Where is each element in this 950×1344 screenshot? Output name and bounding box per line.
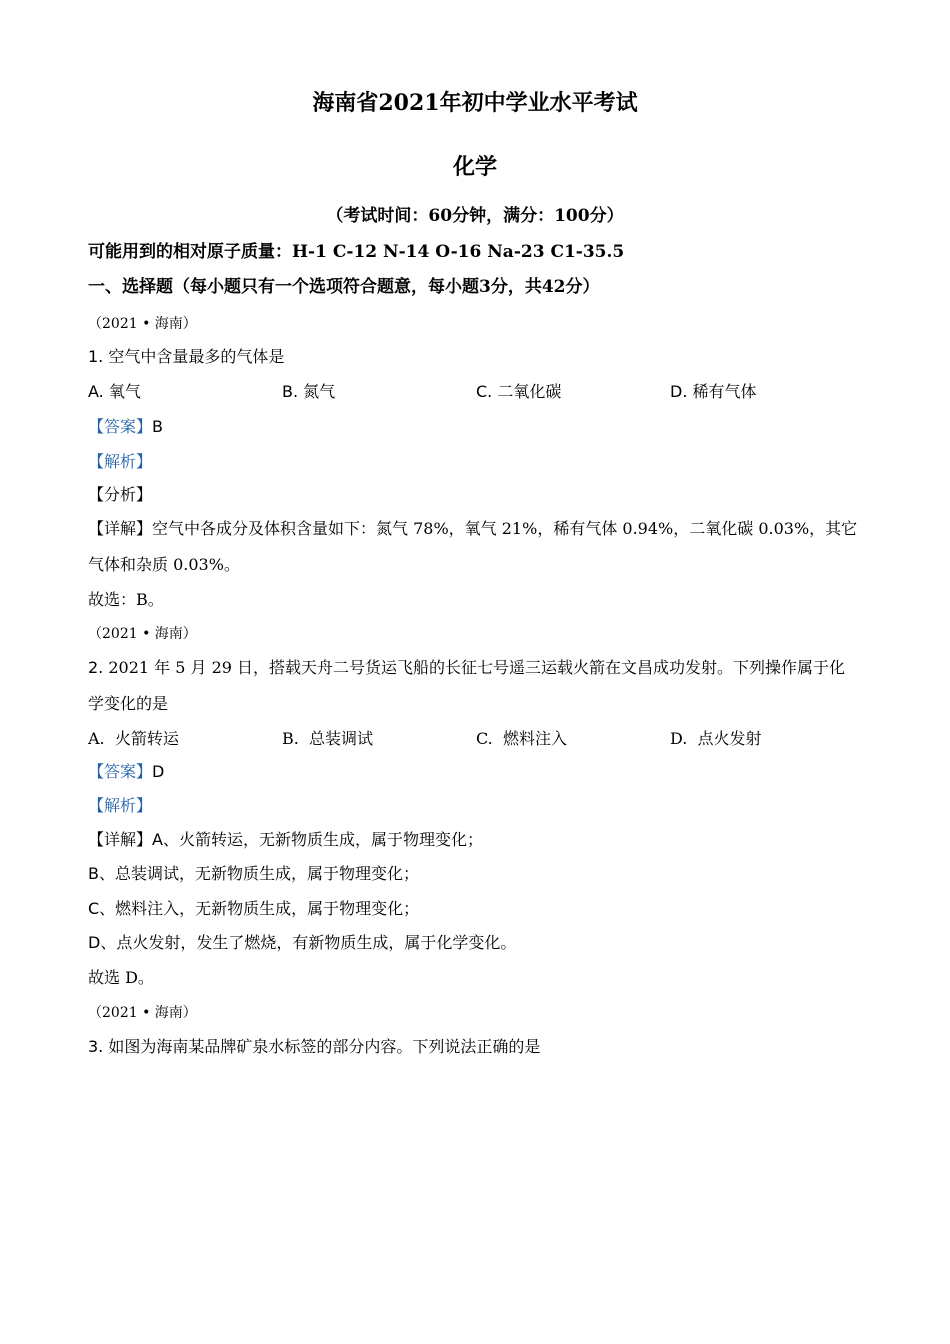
exam-info: （考试时间：60分钟，满分：100分） [326, 206, 624, 226]
question-1-conclusion: 故选：B。 [88, 590, 164, 609]
question-1-detail-line-1: 【详解】空气中各成分及体积含量如下：氮气 78%，氧气 21%，稀有气体 0.94%，二氧化碳 0.03%，其它 [88, 519, 858, 538]
question-2-stem-line-1: 2. 2021 年 5 月 29 日，搭载天舟二号货运飞船的长征七号遥三运载火箭在文昌成功发射。下列操作属于化 [88, 658, 846, 677]
question-2-detail-line-4: D、点火发射，发生了燃烧，有新物质生成，属于化学变化。 [88, 933, 517, 952]
answer-tag: 【答案】 [88, 417, 153, 436]
answer-tag: 【答案】 [88, 762, 153, 781]
question-1-fenxi-tag: 【分析】 [88, 485, 153, 504]
question-1-source: （2021 • 海南） [88, 316, 197, 332]
question-1-detail-line-2: 气体和杂质 0.03%。 [88, 555, 240, 574]
question-2-detail-line-3: C、燃料注入，无新物质生成，属于物理变化； [88, 899, 420, 918]
question-1-option-d: D. 稀有气体 [670, 382, 757, 401]
question-2-stem-line-2: 学变化的是 [88, 694, 169, 713]
question-2-option-c: C. 燃料注入 [476, 729, 567, 748]
question-3-stem: 3. 如图为海南某品牌矿泉水标签的部分内容。下列说法正确的是 [88, 1037, 541, 1056]
section-title: 一、选择题（每小题只有一个选项符合题意，每小题3分，共42分） [88, 277, 600, 297]
question-1-answer [88, 417, 163, 437]
detail-tag: 【详解】 [88, 830, 153, 849]
detail-tag: 【详解】 [88, 519, 153, 538]
exam-title: 海南省2021年初中学业水平考试 [312, 90, 638, 116]
question-3-number: 3. [88, 1037, 104, 1056]
question-2-source: （2021 • 海南） [88, 626, 197, 642]
question-2-detail-line-2: B、总装调试，无新物质生成，属于物理变化； [88, 864, 419, 883]
question-2-answer [88, 762, 164, 782]
subject-title: 化学 [452, 154, 497, 180]
question-2-analysis-tag: 【解析】 [88, 796, 153, 815]
atomic-masses: 可能用到的相对原子质量：H-1 C-12 N-14 O-16 Na-23 C1-35.5 [88, 242, 625, 262]
question-2-number: 2. [88, 658, 104, 677]
question-1-number: 1. [88, 347, 104, 366]
question-2-detail-line-1: 【详解】A、火箭转运，无新物质生成，属于物理变化； [88, 830, 483, 849]
question-3-source: （2021 • 海南） [88, 1005, 197, 1021]
question-2-option-a: A. 火箭转运 [88, 729, 179, 748]
question-1-stem [88, 347, 284, 367]
question-2-option-d: D. 点火发射 [670, 729, 762, 748]
question-2-option-b: B. 总装调试 [282, 729, 374, 748]
answer-value: B [152, 417, 163, 436]
question-1-stem-text: 空气中含量最多的气体是 [108, 347, 285, 366]
question-1-option-b: B. 氮气 [282, 382, 336, 401]
question-1-option-c: C. 二氧化碳 [476, 382, 562, 401]
question-1-option-a: A. 氧气 [88, 382, 141, 401]
question-2-conclusion: 故选 D。 [88, 968, 154, 987]
question-1-analysis-tag: 【解析】 [88, 452, 153, 471]
answer-value: D [152, 762, 165, 781]
